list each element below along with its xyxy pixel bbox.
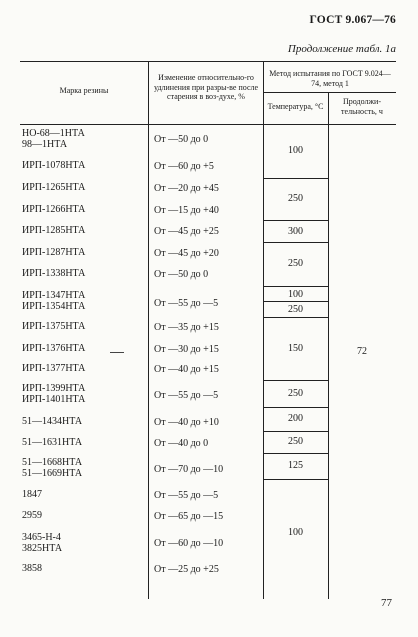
header-elongation-change: Изменение относительно-го удлинения при разры-ве после старения в воз-духе, % — [153, 73, 259, 101]
header-duration: Продолжи-тельность, ч — [341, 97, 383, 116]
temperature-cell: 100 — [288, 527, 303, 538]
temp-rule — [263, 286, 328, 287]
change-cell: От —40 до +10 — [154, 417, 219, 428]
temp-rule — [263, 178, 328, 179]
change-cell: От —60 до —10 — [154, 538, 224, 549]
change-cell: От —50 до 0 — [154, 269, 209, 280]
brand-cell: 51—1434НТА — [22, 416, 83, 427]
change-cell: От —65 до —15 — [154, 511, 224, 522]
temp-rule — [263, 317, 328, 318]
change-cell: От —70 до —10 — [154, 464, 224, 475]
brand-cell: НО-68—1НТА 98—1НТА — [22, 128, 85, 150]
temperature-cell: 250 — [288, 193, 303, 204]
duration-cell: 72 — [357, 346, 367, 357]
temperature-cell: 250 — [288, 258, 303, 269]
brand-cell: 1847 — [22, 489, 42, 500]
brand-cell: 3858 — [22, 563, 42, 574]
temperature-cell: 100 — [288, 145, 303, 156]
temperature-cell: 300 — [288, 226, 303, 237]
header-brand: Марка резины — [59, 86, 109, 95]
header-test-method: Метод испытания по ГОСТ 9.024—74, метод 1 — [269, 69, 391, 88]
change-cell: От —40 до +15 — [154, 364, 219, 375]
brand-cell: ИРП-1265НТА — [22, 182, 86, 193]
brand-cell: ИРП-1377НТА — [22, 363, 86, 374]
change-cell: От —60 до +5 — [154, 161, 214, 172]
header-temperature: Температура, °С — [267, 102, 324, 111]
method-header-rule — [263, 92, 396, 93]
table-continuation-caption: Продолжение табл. 1а — [287, 43, 396, 55]
table-top-rule — [20, 61, 396, 62]
change-cell: От —55 до —5 — [154, 298, 219, 309]
stray-dash-mark — [110, 352, 124, 353]
brand-cell: ИРП-1338НТА — [22, 268, 86, 279]
brand-cell: ИРП-1266НТА — [22, 204, 86, 215]
change-cell: От —55 до —5 — [154, 390, 219, 401]
brand-cell: 3465-Н-4 3825НТА — [22, 532, 63, 554]
temperature-cell: 100 — [288, 289, 303, 300]
change-cell: От —15 до +40 — [154, 205, 219, 216]
temperature-cell: 250 — [288, 436, 303, 447]
brand-cell: ИРП-1375НТА — [22, 321, 86, 332]
temp-rule — [263, 431, 328, 432]
temp-rule — [263, 380, 328, 381]
change-cell: От —25 до +25 — [154, 564, 219, 575]
brand-cell: 2959 — [22, 510, 42, 521]
temperature-cell: 150 — [288, 343, 303, 354]
brand-cell: 51—1668НТА 51—1669НТА — [22, 457, 83, 479]
temperature-cell: 250 — [288, 388, 303, 399]
temp-rule — [263, 479, 328, 480]
change-cell: От —30 до +15 — [154, 344, 219, 355]
change-cell: От —45 до +25 — [154, 226, 219, 237]
temperature-cell: 200 — [288, 413, 303, 424]
brand-cell: ИРП-1287НТА — [22, 247, 86, 258]
change-cell: От —35 до +15 — [154, 322, 219, 333]
brand-cell: ИРП-1078НТА — [22, 160, 86, 171]
temperature-cell: 250 — [288, 304, 303, 315]
change-cell: От —20 до +45 — [154, 183, 219, 194]
standard-number: ГОСТ 9.067—76 — [309, 14, 396, 26]
change-cell: От —55 до —5 — [154, 490, 219, 501]
change-cell: От —40 до 0 — [154, 438, 209, 449]
temp-rule — [263, 220, 328, 221]
brand-cell: ИРП-1347НТА ИРП-1354НТА — [22, 290, 86, 312]
brand-cell: ИРП-1285НТА — [22, 225, 86, 236]
temp-rule — [263, 301, 328, 302]
temp-rule — [263, 242, 328, 243]
change-cell: От —50 до 0 — [154, 134, 209, 145]
brand-cell: ИРП-1376НТА — [22, 343, 86, 354]
temperature-cell: 125 — [288, 460, 303, 471]
data-table — [20, 61, 396, 599]
change-cell: От —45 до +20 — [154, 248, 219, 259]
temp-rule — [263, 407, 328, 408]
page-number: 77 — [381, 597, 392, 609]
brand-cell: ИРП-1399НТА ИРП-1401НТА — [22, 383, 86, 405]
temp-rule — [263, 453, 328, 454]
header-bottom-rule — [20, 124, 396, 125]
brand-cell: 51—1631НТА — [22, 437, 83, 448]
